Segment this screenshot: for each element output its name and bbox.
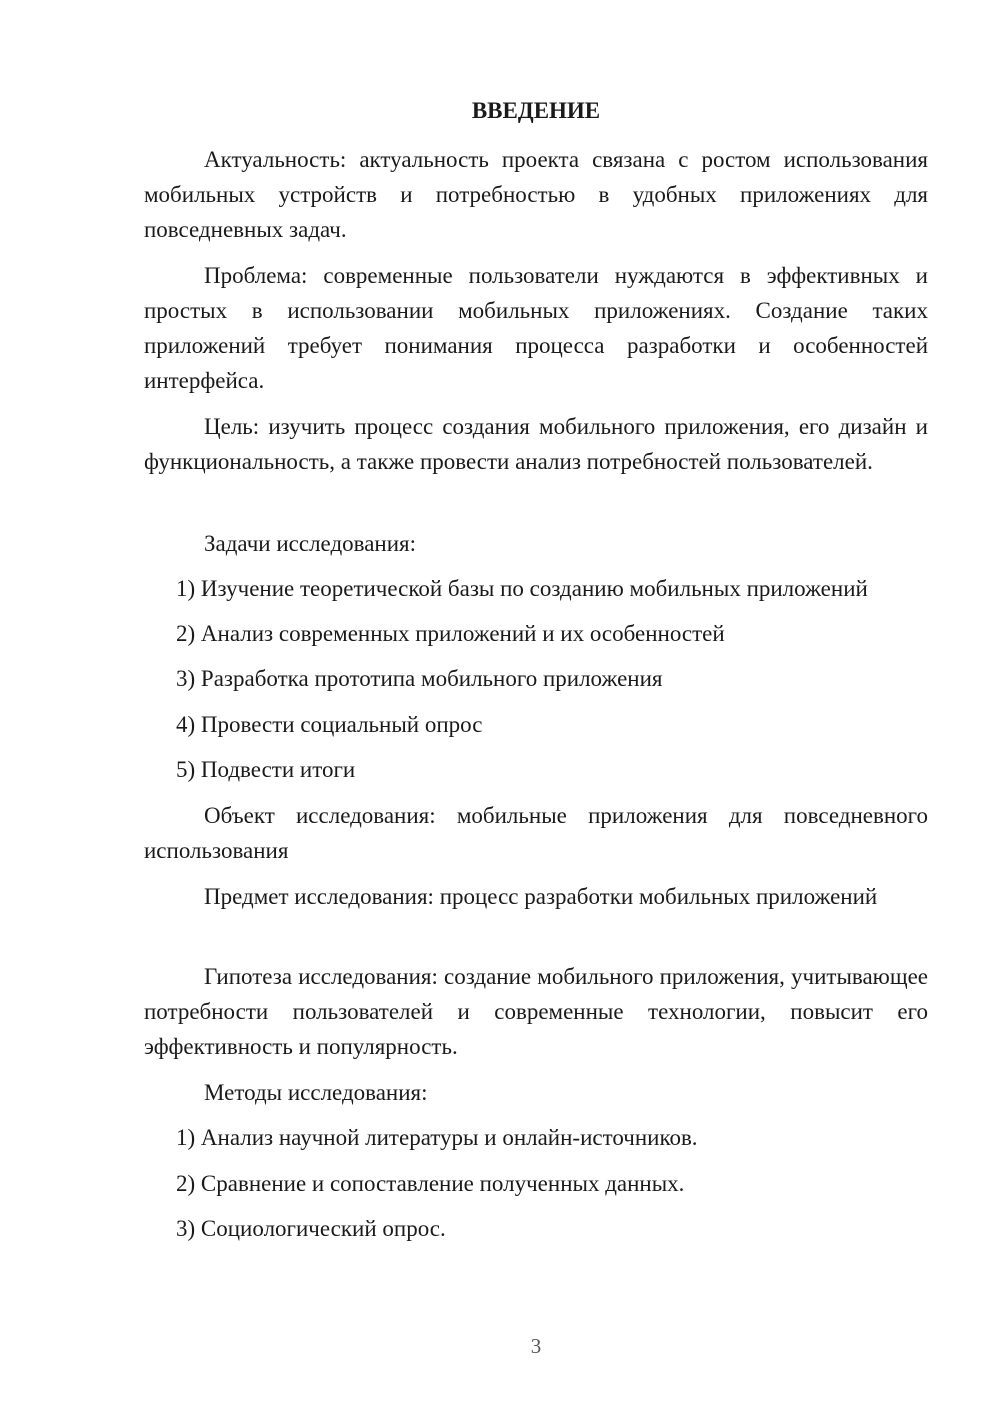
list-item-task-1: 1) Изучение теоретической базы по созданию мобильных приложений — [176, 576, 868, 601]
paragraph-goal-text: Цель: изучить процесс создания мобильного приложения, его дизайн и функциональность, а также провести анализ потребностей пользователей. — [144, 414, 928, 474]
methods-heading-text: Методы исследования: — [204, 1080, 428, 1105]
list-item-task-3: 3) Разработка прототипа мобильного приложения — [176, 666, 663, 691]
page-number: 3 — [530, 1334, 542, 1358]
paragraph-subject-text: Предмет исследования: процесс разработки мобильных приложений — [204, 884, 878, 909]
list-item-method-3: 3) Социологический опрос. — [176, 1216, 446, 1241]
tasks-heading-text: Задачи исследования: — [204, 531, 417, 556]
paragraph-goal — [144, 409, 928, 479]
paragraph-hypothesis-text: Гипотеза исследования: создание мобильного приложения, учитывающее потребности пользователей и современные технологии, повысит его эффективность и популярность. — [144, 964, 928, 1059]
paragraph-problem — [144, 258, 928, 398]
paragraph-object — [144, 798, 928, 868]
page-title: ВВЕДЕНИЕ — [471, 98, 601, 123]
paragraph-relevance — [144, 142, 928, 247]
paragraph-hypothesis — [144, 959, 928, 1064]
paragraph-subject — [144, 879, 928, 914]
list-item-task-5: 5) Подвести итоги — [176, 757, 356, 782]
tasks-heading — [144, 526, 928, 561]
paragraph-relevance-text: Актуальность: актуальность проекта связана с ростом использования мобильных устройств и потребностью в удобных приложениях для повседневных задач. — [144, 147, 928, 242]
list-item-task-2: 2) Анализ современных приложений и их особенностей — [176, 621, 725, 646]
list-item-method-2: 2) Сравнение и сопоставление полученных данных. — [176, 1171, 685, 1196]
list-item-method-1: 1) Анализ научной литературы и онлайн-источников. — [176, 1125, 698, 1150]
methods-heading — [144, 1075, 928, 1110]
paragraph-object-text: Объект исследования: мобильные приложения для повседневного использования — [144, 803, 928, 863]
list-item-task-4: 4) Провести социальный опрос — [176, 712, 483, 737]
paragraph-problem-text: Проблема: современные пользователи нуждаются в эффективных и простых в использовании мобильных приложениях. Создание таких приложений требует понимания процесса разработки и особенностей интерфейса. — [144, 263, 928, 393]
